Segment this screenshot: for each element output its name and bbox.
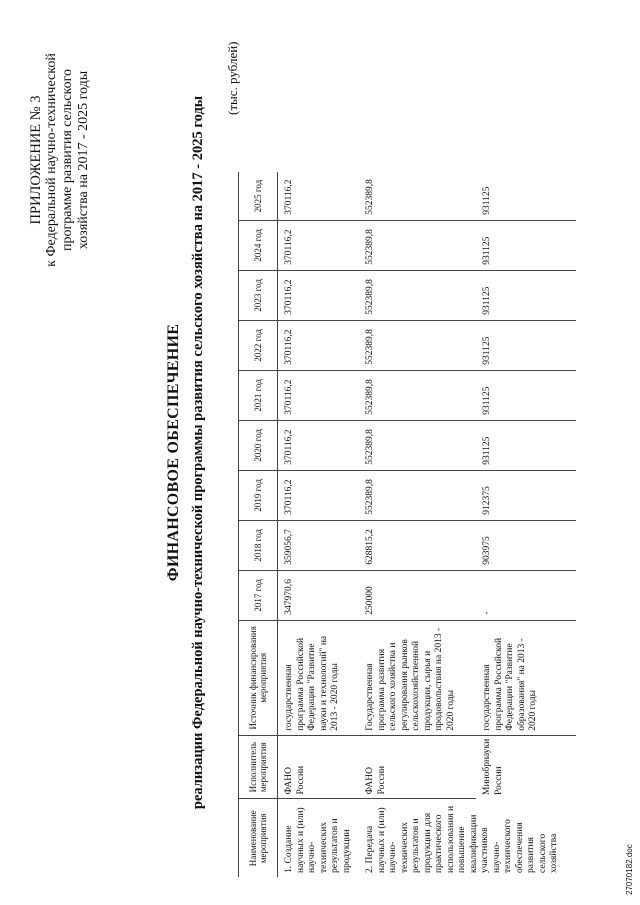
appendix-line: хозяйства на 2017 - 2025 годы	[76, 70, 91, 250]
amount-cell: 903975	[476, 520, 576, 570]
column-header: 2023 год	[239, 270, 278, 320]
appendix-line: к Федеральной научно-технической	[44, 53, 59, 267]
source-cell: Государственная программа развития сельского хозяйства и регулирования рынков сельскохозяйственной продукции, сырья и продовольствия на 2013 - 2020 годы	[359, 620, 476, 735]
amount-cell: 359056,7	[278, 520, 360, 570]
table-row	[278, 172, 360, 877]
executor-cell: Минобрнауки России	[482, 738, 504, 795]
column-header: 2020 год	[239, 420, 278, 470]
amount-cell: 370116,2	[278, 420, 360, 470]
amount-cell: 552389,8	[359, 420, 476, 470]
amount-cell: 552389,8	[359, 270, 476, 320]
amount-cell: 370116,2	[278, 220, 360, 270]
unit-label: (тыс. рублей)	[225, 41, 240, 115]
amount-cell: 628815,2	[359, 520, 476, 570]
amount-cell: 931125	[476, 420, 576, 470]
amount-cell: -	[476, 570, 576, 620]
source-cell: государственная программа Российской Федерации "Развитие науки и технологий" на 2013 - 2020 годы	[278, 620, 360, 735]
appendix-number: ПРИЛОЖЕНИЕ № 3	[28, 95, 44, 225]
amount-cell: 370116,2	[278, 470, 360, 520]
appendix-header	[28, 35, 92, 285]
activity-name-cell: 1. Создание научных и (или) научно-технических результатов и продукции	[284, 807, 352, 873]
amount-cell: 370116,2	[278, 270, 360, 320]
amount-cell: 347970,6	[278, 570, 360, 620]
column-header: 2024 год	[239, 220, 278, 270]
column-header: 2018 год	[239, 520, 278, 570]
amount-cell: 931125	[476, 370, 576, 420]
amount-cell: 931125	[476, 270, 576, 320]
column-header: 2021 год	[239, 370, 278, 420]
amount-cell: 552389,8	[359, 172, 476, 220]
amount-cell: 912375	[476, 470, 576, 520]
executor-cell: ФАНО России	[278, 735, 360, 799]
column-header: Исполнитель мероприятия	[239, 735, 278, 799]
amount-cell: 552389,8	[359, 220, 476, 270]
amount-cell: 931125	[476, 320, 576, 370]
appendix-line: программе развития сельского	[60, 69, 75, 251]
column-header: 2022 год	[239, 320, 278, 370]
column-header: Наименование мероприятия	[239, 799, 278, 877]
amount-cell: 931125	[476, 220, 576, 270]
amount-cell: 370116,2	[278, 320, 360, 370]
file-name-footer: 27070182.doc	[625, 844, 634, 895]
column-header: Источник финансирования мероприятия	[239, 620, 278, 735]
source-cell: государственная программа Российской Федерации "Развитие образования" на 2013 - 2020 годы	[476, 620, 576, 735]
amount-cell: 552389,8	[359, 320, 476, 370]
amount-cell: 931125	[476, 172, 576, 220]
amount-cell: 552389,8	[359, 370, 476, 420]
table-row	[476, 172, 576, 877]
column-header: 2017 год	[239, 570, 278, 620]
table-row	[359, 172, 476, 877]
amount-cell: 552389,8	[359, 470, 476, 520]
executor-cell: ФАНО России	[359, 735, 476, 799]
amount-cell: 250000	[359, 570, 476, 620]
document-subtitle: реализации Федеральной научно-технической программы развития сельского хозяйства на 2017 - 2025 годы	[190, 95, 206, 810]
column-header: 2025 год	[239, 172, 278, 220]
amount-cell: 370116,2	[278, 172, 360, 220]
table-header-row	[239, 172, 278, 877]
activity-name-cell: 2. Передача научных и (или) научно-технических результатов и продукции для практического использования и повышение квалификации участников научно-технического обеспечения развития сельского хозяйства	[365, 805, 559, 873]
column-header: 2019 год	[239, 470, 278, 520]
amount-cell: 370116,2	[278, 370, 360, 420]
document-title: ФИНАНСОВОЕ ОБЕСПЕЧЕНИЕ	[165, 323, 182, 582]
financing-table	[238, 172, 576, 877]
